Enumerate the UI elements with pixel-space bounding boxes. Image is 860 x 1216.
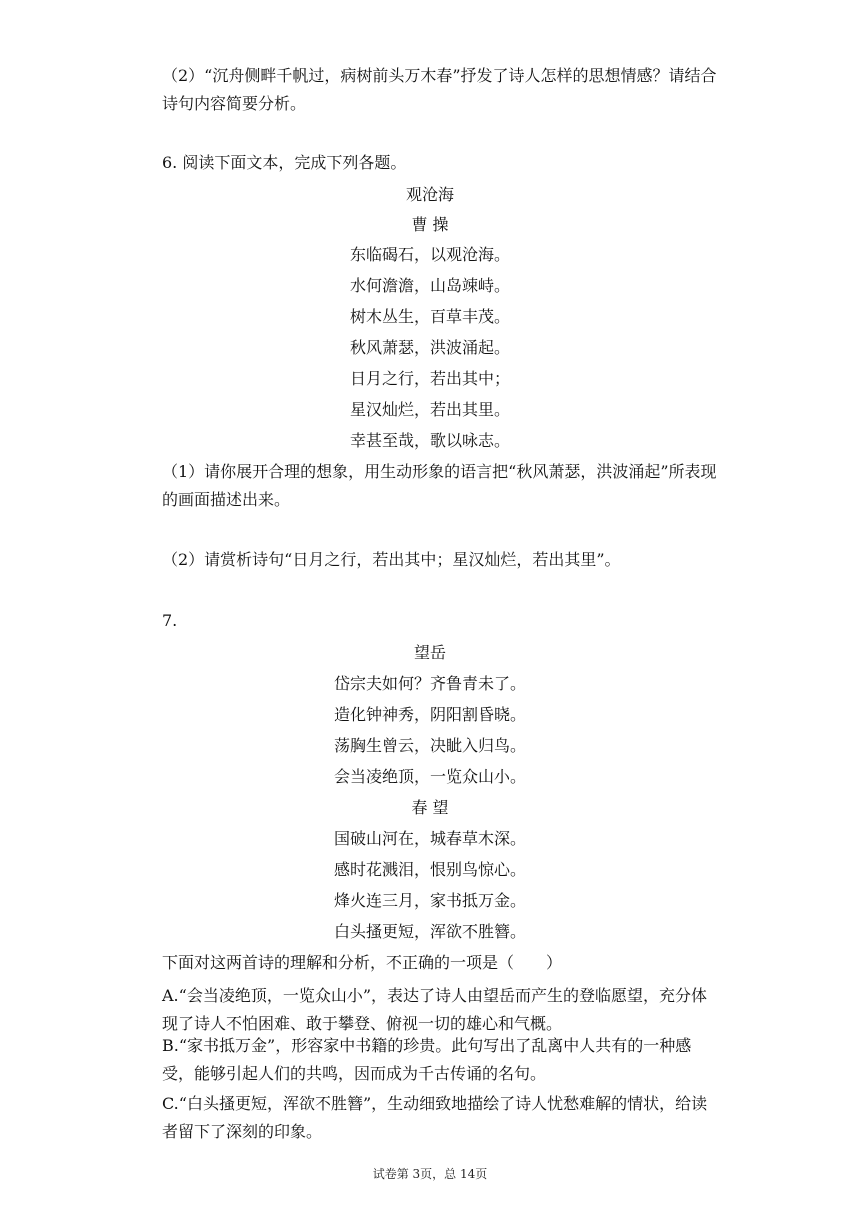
- q7-poem1-line: 岱宗夫如何？齐鲁青未了。: [333, 674, 526, 693]
- q6-poem-line: 日月之行，若出其中；: [349, 369, 510, 388]
- q7-poem1-title: 望岳: [413, 643, 446, 662]
- q6-heading: 6. 阅读下面文本，完成下列各题。: [162, 153, 407, 172]
- q6-poem-line: 秋风萧瑟，洪波涌起。: [349, 338, 510, 357]
- q6-sub1: （1）请你展开合理的想象，用生动形象的语言把“秋风萧瑟，洪波涌起”所表现的画面描述出来。: [162, 462, 717, 509]
- q6-poem-line: 树木丛生，百草丰茂。: [349, 307, 510, 326]
- q7-option-c: C.“白头搔更短，浑欲不胜簪”，生动细致地描绘了诗人忧愁难解的情状，给读者留下了深刻的印象。: [162, 1094, 708, 1141]
- q7-question: 下面对这两首诗的理解和分析，不正确的一项是（ ）: [162, 953, 563, 972]
- q6-poem-line: 东临碣石，以观沧海。: [349, 245, 510, 264]
- q7-poem1-line: 造化钟神秀，阴阳割昏晓。: [333, 705, 526, 724]
- q7-poem2-line: 国破山河在，城春草木深。: [333, 829, 526, 848]
- q6-poem-title: 观沧海: [405, 185, 454, 204]
- q6-poem-line: 星汉灿烂，若出其里。: [349, 400, 510, 419]
- q7-poem2-title: 春 望: [411, 798, 449, 817]
- q7-option-b: B.“家书抵万金”，形容家中书籍的珍贵。此句写出了乱离中人共有的一种感受，能够引起人们的共鸣，因而成为千古传诵的名句。: [162, 1036, 692, 1083]
- q7-option-a: A.“会当凌绝顶，一览众山小”，表达了诗人由望岳而产生的登临愿望，充分体现了诗人不怕困难、敢于攀登、俯视一切的雄心和气概。: [162, 986, 708, 1033]
- page-footer: 试卷第 3页，总 14页: [372, 1167, 488, 1181]
- q6-poem-line: 幸甚至哉，歌以咏志。: [349, 431, 510, 450]
- q7-poem1-line: 荡胸生曾云，决眦入归鸟。: [333, 736, 526, 755]
- q7-poem2-line: 烽火连三月，家书抵万金。: [333, 891, 526, 910]
- q6-poem-line: 水何澹澹，山岛竦峙。: [349, 276, 510, 295]
- q6-sub2: （2）请赏析诗句“日月之行，若出其中；星汉灿烂，若出其里”。: [162, 550, 621, 569]
- q7-number: 7.: [162, 611, 178, 630]
- q7-poem2-line: 感时花溅泪，恨别鸟惊心。: [333, 860, 526, 879]
- q5-sub2: （2）“沉舟侧畔千帆过，病树前头万木春”抒发了诗人怎样的思想情感？请结合诗句内容简要分析。: [162, 66, 717, 113]
- q7-poem2-line: 白头搔更短，浑欲不胜簪。: [333, 922, 526, 941]
- q7-poem1-line: 会当凌绝顶，一览众山小。: [333, 767, 526, 786]
- q6-poem-author: 曹 操: [411, 215, 449, 234]
